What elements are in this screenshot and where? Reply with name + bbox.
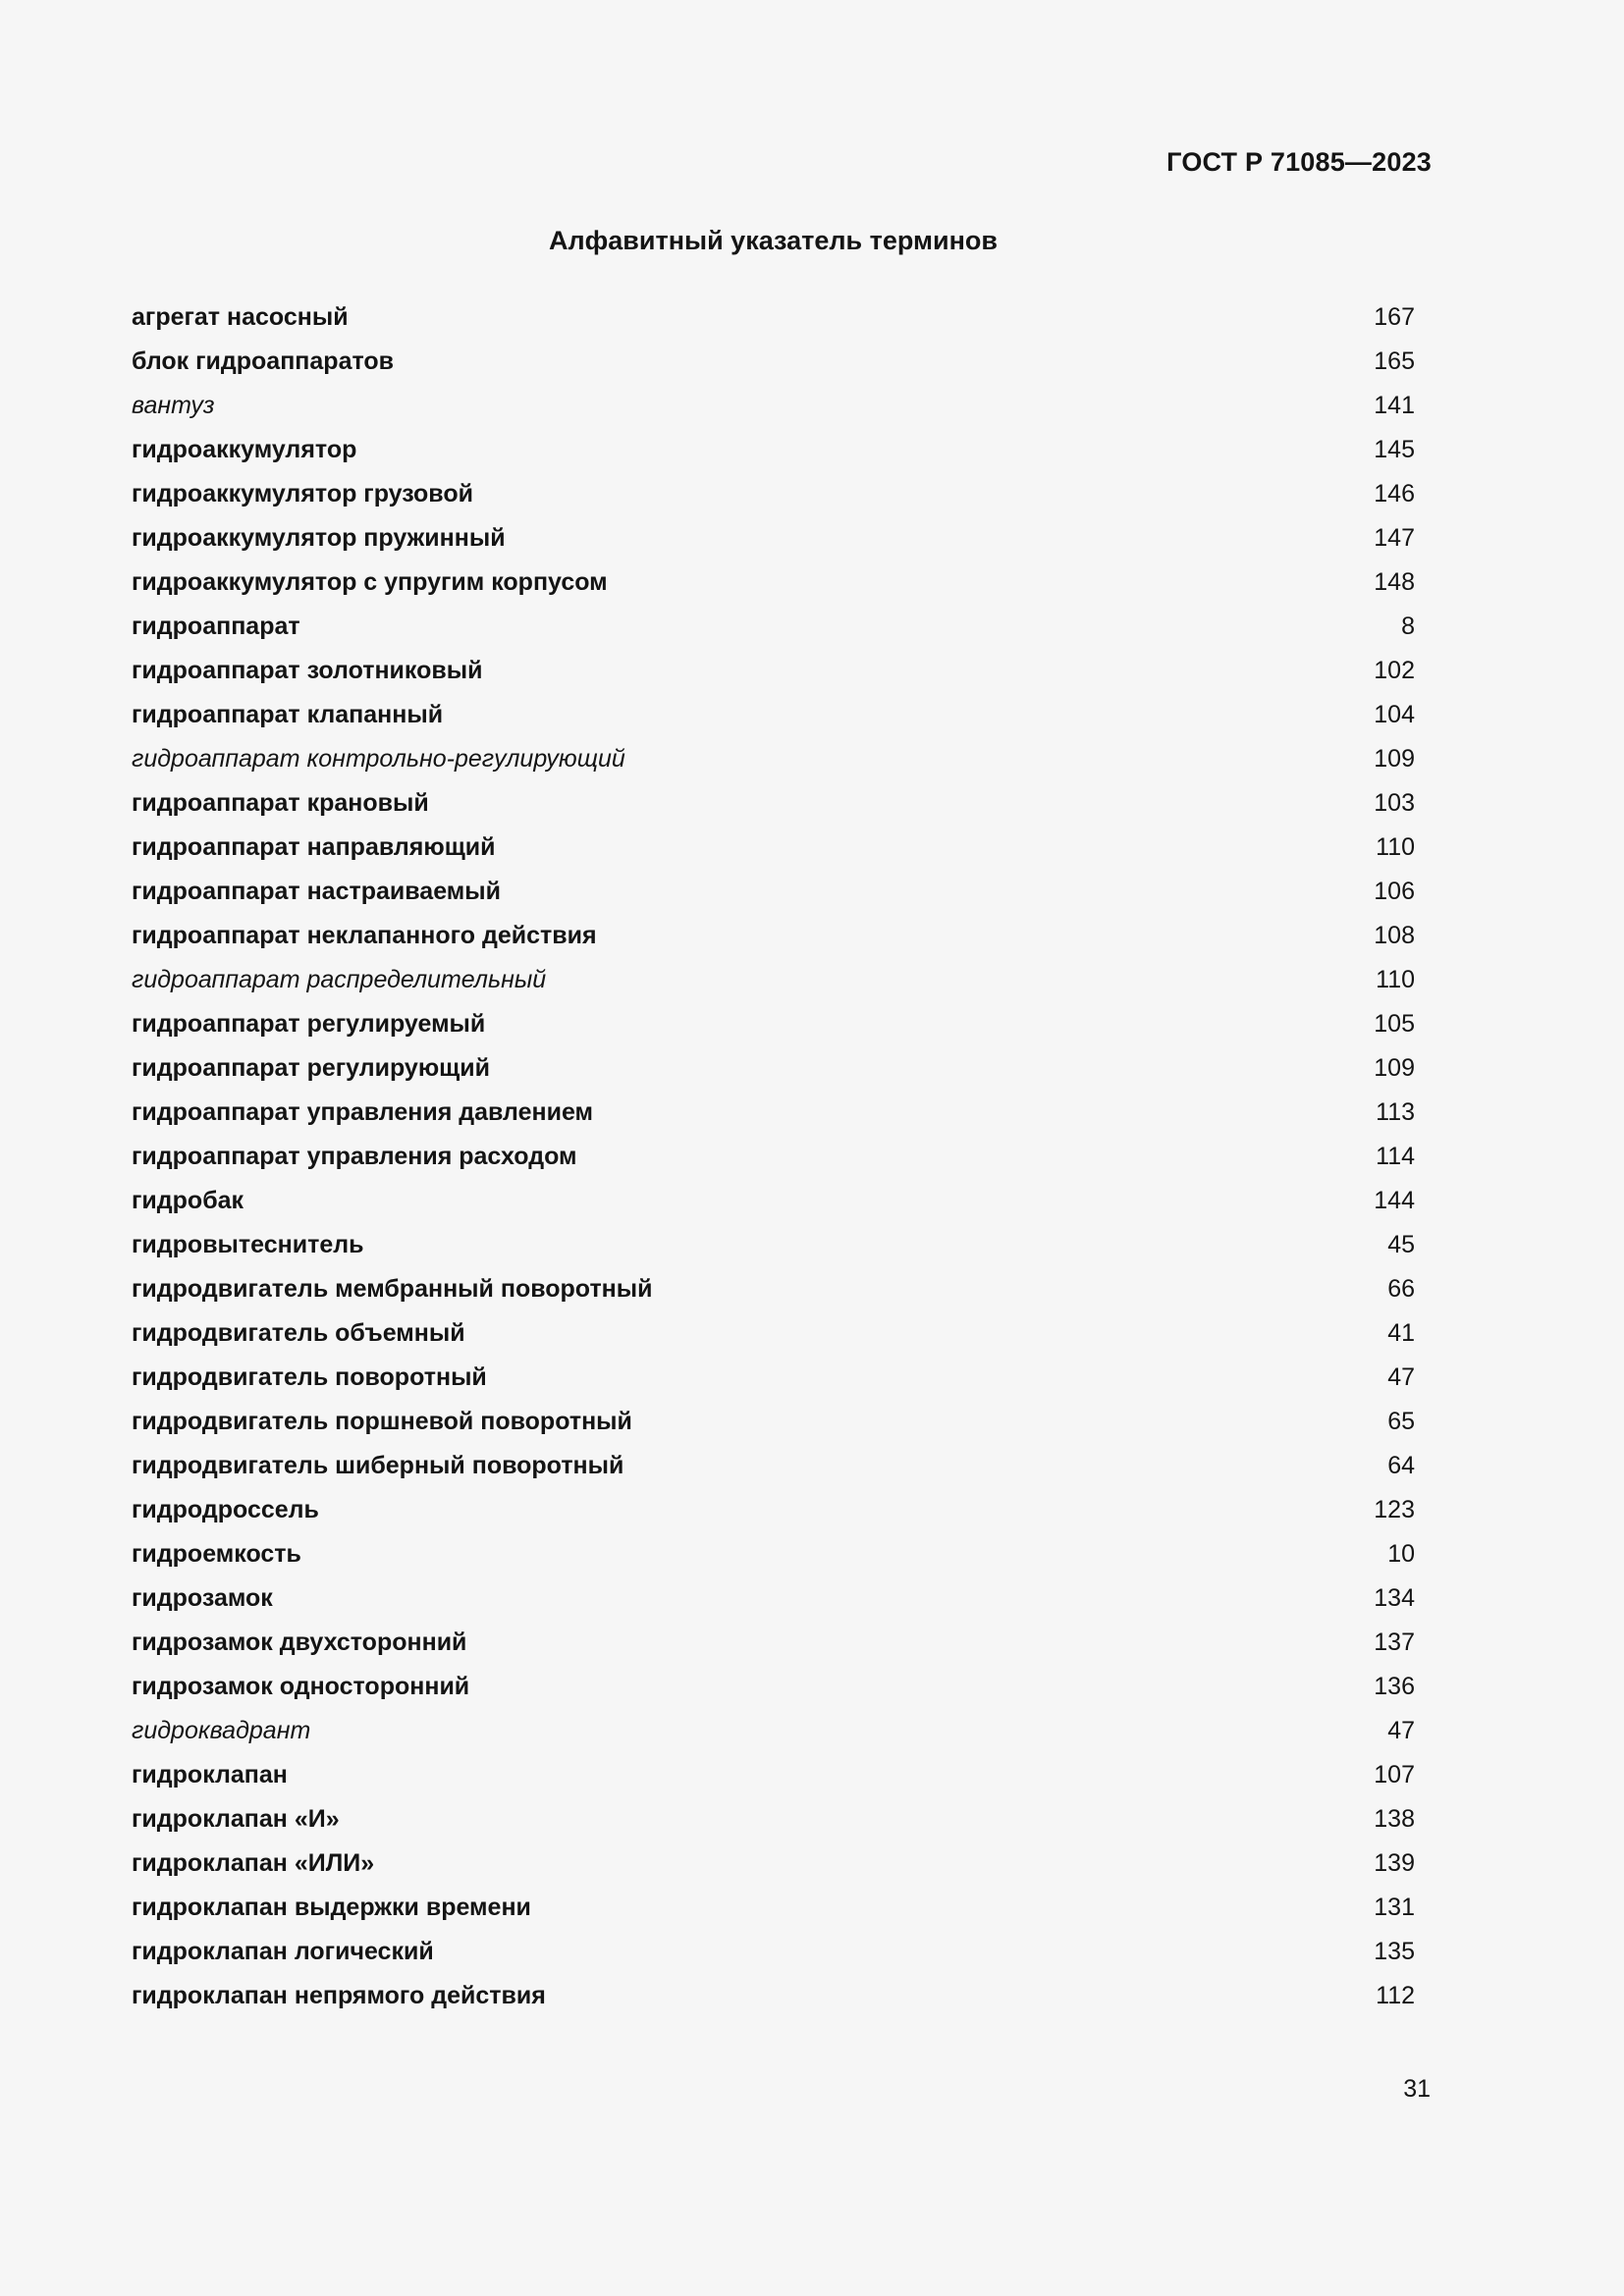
index-entry	[132, 612, 1415, 656]
index-term-reference: 134	[1374, 1584, 1415, 1612]
index-term: гидроаккумулятор грузовой	[132, 480, 473, 507]
index-term-reference: 10	[1387, 1540, 1415, 1568]
index-entry	[132, 479, 1415, 523]
index-term: гидроаппарат золотниковый	[132, 657, 483, 684]
index-entry	[132, 1583, 1415, 1628]
index-term-reference: 106	[1374, 878, 1415, 905]
index-entry	[132, 1893, 1415, 1937]
index-term-reference: 110	[1376, 966, 1415, 993]
index-term-reference: 136	[1374, 1673, 1415, 1700]
index-term: гидрозамок односторонний	[132, 1673, 470, 1700]
index-term-reference: 66	[1387, 1275, 1415, 1303]
index-term: гидродвигатель поршневой поворотный	[132, 1408, 632, 1435]
index-term: гидроклапан логический	[132, 1938, 434, 1965]
page-number: 31	[1403, 2075, 1431, 2103]
index-term-reference: 112	[1376, 1982, 1415, 2009]
index-entry	[132, 1407, 1415, 1451]
index-entry	[132, 1274, 1415, 1318]
index-term: гидродвигатель объемный	[132, 1319, 465, 1347]
index-entry	[132, 1628, 1415, 1672]
index-entry	[132, 1009, 1415, 1053]
index-entry	[132, 1053, 1415, 1097]
index-entry	[132, 1230, 1415, 1274]
index-term-reference: 107	[1374, 1761, 1415, 1789]
index-term: гидроаккумулятор пружинный	[132, 524, 506, 552]
index-term: гидрозамок двухсторонний	[132, 1629, 467, 1656]
index-term: гидробак	[132, 1187, 244, 1214]
index-term: гидроаппарат регулируемый	[132, 1010, 486, 1038]
index-term-reference: 144	[1374, 1187, 1415, 1214]
index-entry	[132, 1495, 1415, 1539]
index-term-reference: 113	[1376, 1098, 1415, 1126]
document-code: ГОСТ Р 71085—2023	[1166, 147, 1432, 177]
index-term-reference: 103	[1374, 789, 1415, 817]
index-term-reference: 41	[1387, 1319, 1415, 1347]
index-term-reference: 102	[1374, 657, 1415, 684]
index-term: гидроаппарат направляющий	[132, 833, 496, 861]
index-term: гидродвигатель поворотный	[132, 1363, 487, 1391]
index-entry	[132, 567, 1415, 612]
index-term: вантуз	[132, 392, 215, 419]
index-entry	[132, 965, 1415, 1009]
index-term-reference: 8	[1401, 613, 1415, 640]
index-entry	[132, 1672, 1415, 1716]
index-entry	[132, 1318, 1415, 1362]
index-term-reference: 108	[1374, 922, 1415, 949]
index-term: гидроаппарат регулирующий	[132, 1054, 491, 1082]
index-term-reference: 47	[1387, 1717, 1415, 1744]
index-term-reference: 139	[1374, 1849, 1415, 1877]
index-entry	[132, 1760, 1415, 1804]
index-entry	[132, 832, 1415, 877]
index-entry	[132, 921, 1415, 965]
index-term-reference: 64	[1387, 1452, 1415, 1479]
index-term: гидроклапан выдержки времени	[132, 1894, 531, 1921]
index-term-reference: 165	[1374, 347, 1415, 375]
index-term: гидроемкость	[132, 1540, 301, 1568]
index-term: гидроаппарат настраиваемый	[132, 878, 501, 905]
index-entry	[132, 788, 1415, 832]
index-term-reference: 141	[1374, 392, 1415, 419]
index-term: гидроаппарат клапанный	[132, 701, 444, 728]
index-term-reference: 47	[1387, 1363, 1415, 1391]
index-term: гидроклапан непрямого действия	[132, 1982, 546, 2009]
index-term-reference: 131	[1374, 1894, 1415, 1921]
index-term-reference: 148	[1374, 568, 1415, 596]
index-entry	[132, 700, 1415, 744]
index-term-reference: 137	[1374, 1629, 1415, 1656]
index-entry	[132, 1142, 1415, 1186]
index-term: гидроклапан	[132, 1761, 288, 1789]
index-term-reference: 147	[1374, 524, 1415, 552]
index-term-reference: 135	[1374, 1938, 1415, 1965]
index-term-reference: 146	[1374, 480, 1415, 507]
index-term-reference: 65	[1387, 1408, 1415, 1435]
index-term: гидрозамок	[132, 1584, 273, 1612]
index-entry	[132, 1539, 1415, 1583]
index-entry	[132, 435, 1415, 479]
index-term: гидроаппарат крановый	[132, 789, 429, 817]
index-entry	[132, 1981, 1415, 2025]
index-entry	[132, 347, 1415, 391]
index-entry	[132, 1362, 1415, 1407]
index-entry	[132, 1848, 1415, 1893]
index-term: гидродвигатель шиберный поворотный	[132, 1452, 624, 1479]
terms-index-list	[132, 302, 1415, 2025]
index-entry	[132, 302, 1415, 347]
index-term: гидроаппарат контрольно-регулирующий	[132, 745, 625, 773]
index-term: гидроаппарат распределительный	[132, 966, 547, 993]
index-entry	[132, 744, 1415, 788]
index-term-reference: 105	[1374, 1010, 1415, 1038]
index-term-reference: 114	[1376, 1143, 1415, 1170]
index-entry	[132, 1097, 1415, 1142]
index-term-reference: 110	[1376, 833, 1415, 861]
index-term: блок гидроаппаратов	[132, 347, 395, 375]
index-term: гидроаккумулятор с упругим корпусом	[132, 568, 608, 596]
index-entry	[132, 877, 1415, 921]
index-term: гидроклапан «ИЛИ»	[132, 1849, 375, 1877]
index-term: гидроаккумулятор	[132, 436, 357, 463]
index-term: гидроаппарат неклапанного действия	[132, 922, 597, 949]
index-term-reference: 123	[1374, 1496, 1415, 1523]
index-entry	[132, 656, 1415, 700]
index-term-reference: 167	[1374, 303, 1415, 331]
index-term-reference: 104	[1374, 701, 1415, 728]
index-term-reference: 138	[1374, 1805, 1415, 1833]
index-term-reference: 109	[1374, 745, 1415, 773]
index-term: агрегат насосный	[132, 303, 349, 331]
index-term: гидровытеснитель	[132, 1231, 364, 1258]
index-entry	[132, 391, 1415, 435]
index-term: гидроаппарат управления давлением	[132, 1098, 594, 1126]
index-term: гидроаппарат управления расходом	[132, 1143, 577, 1170]
index-entry	[132, 1716, 1415, 1760]
index-entry	[132, 1804, 1415, 1848]
index-term-reference: 45	[1387, 1231, 1415, 1258]
index-entry	[132, 1451, 1415, 1495]
index-term: гидроаппарат	[132, 613, 300, 640]
index-entry	[132, 1186, 1415, 1230]
index-entry	[132, 523, 1415, 567]
index-term: гидроклапан «И»	[132, 1805, 340, 1833]
index-title: Алфавитный указатель терминов	[549, 226, 998, 255]
index-term: гидроквадрант	[132, 1717, 311, 1744]
index-entry	[132, 1937, 1415, 1981]
index-term: гидродроссель	[132, 1496, 319, 1523]
index-term: гидродвигатель мембранный поворотный	[132, 1275, 653, 1303]
index-term-reference: 145	[1374, 436, 1415, 463]
index-term-reference: 109	[1374, 1054, 1415, 1082]
